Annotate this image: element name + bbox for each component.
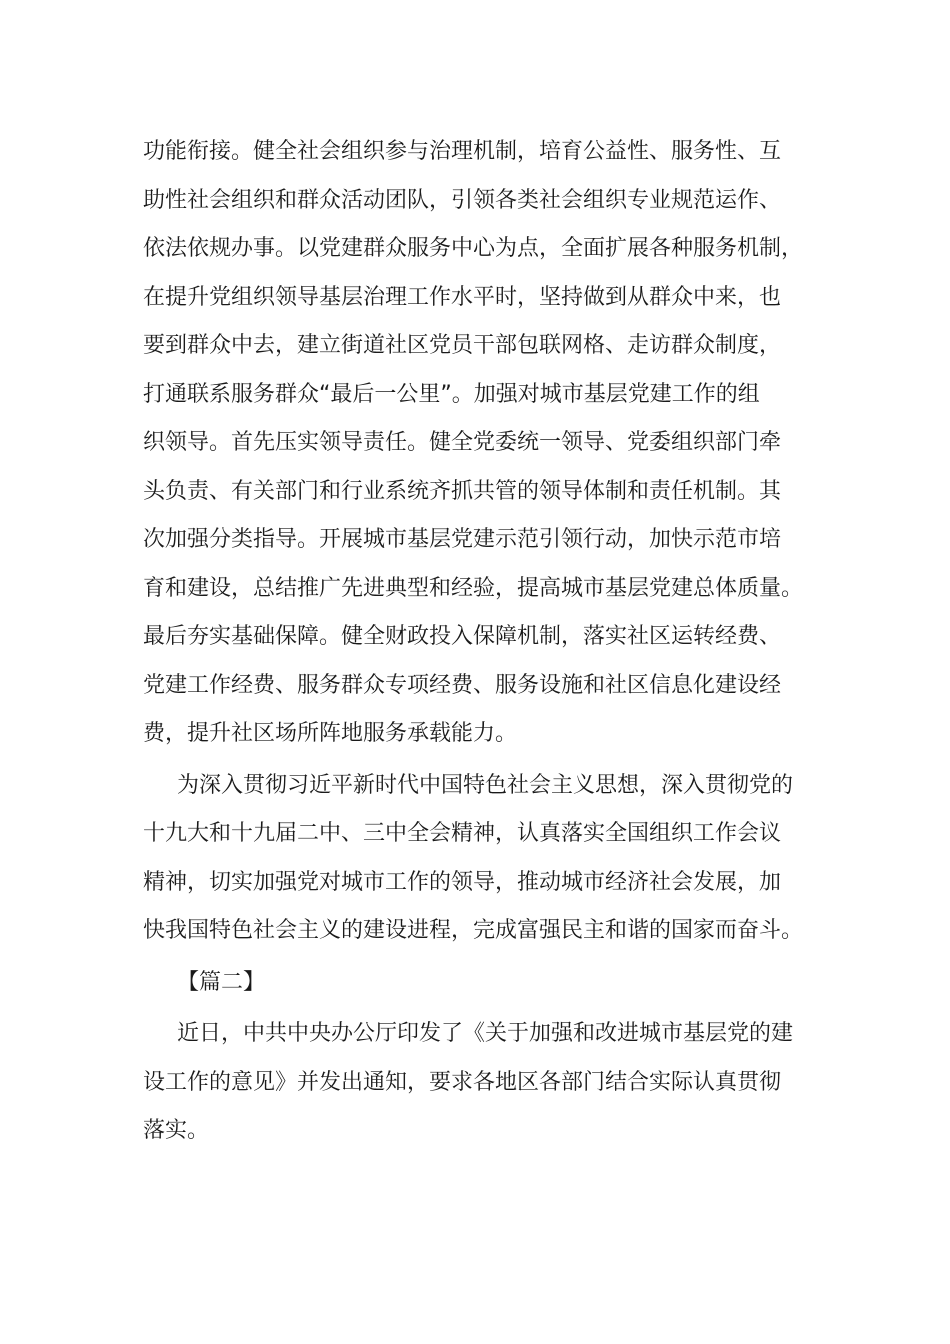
paragraph-1-line-13: 费，提升社区场所阵地服务承载能力。 xyxy=(143,721,518,746)
paragraph-3 xyxy=(143,1010,808,1156)
paragraph-1-line-2: 助性社会组织和群众活动团队，引领各类社会组织专业规范运作、 xyxy=(143,187,782,213)
paragraph-2-line-3: 精神，切实加强党对城市工作的领导，推动城市经济社会发展，加 xyxy=(143,869,782,895)
paragraph-1-line-7: 织领导。首先压实领导责任。健全党委统一领导、党委组织部门牵 xyxy=(143,430,782,455)
paragraph-1-line-9: 次加强分类指导。开展城市基层党建示范引领行动，加快示范市培 xyxy=(143,527,782,552)
paragraph-1-line-3: 依法依规办事。以党建群众服务中心为点，全面扩展各种服务机制， xyxy=(143,236,804,261)
paragraph-2-line-1: 为深入贯彻习近平新时代中国特色社会主义思想，深入贯彻党的 xyxy=(177,772,794,798)
paragraph-1-line-8: 头负责、有关部门和行业系统齐抓共管的领导体制和责任机制。其 xyxy=(143,478,782,504)
paragraph-3-line-3: 落实。 xyxy=(143,1118,210,1143)
paragraph-1-line-4: 在提升党组织领导基层治理工作水平时，坚持做到从群众中来，也 xyxy=(143,284,782,310)
paragraph-2 xyxy=(143,762,808,956)
paragraph-2-line-4: 快我国特色社会主义的建设进程，完成富强民主和谐的国家而奋斗。 xyxy=(143,918,804,943)
section-heading: 【篇二】 xyxy=(177,969,266,995)
paragraph-3-line-1: 近日，中共中央办公厅印发了《关于加强和改进城市基层党的建 xyxy=(177,1021,794,1046)
paragraph-1-line-6: 打通联系服务群众“最后一公里”。加强对城市基层党建工作的组 xyxy=(143,381,760,407)
document-body xyxy=(143,128,808,1156)
paragraph-1-line-1: 功能衔接。健全社会组织参与治理机制，培育公益性、服务性、互 xyxy=(143,139,782,164)
paragraph-1 xyxy=(143,128,808,759)
section-heading-block xyxy=(143,959,808,1008)
paragraph-1-line-10: 育和建设，总结推广先进典型和经验，提高城市基层党建总体质量。 xyxy=(143,575,804,601)
paragraph-1-line-5: 要到群众中去，建立街道社区党员干部包联网格、走访群众制度， xyxy=(143,333,782,358)
paragraph-1-line-11: 最后夯实基础保障。健全财政投入保障机制，落实社区运转经费、 xyxy=(143,624,782,649)
paragraph-3-line-2: 设工作的意见》并发出通知，要求各地区各部门结合实际认真贯彻 xyxy=(143,1069,782,1095)
paragraph-2-line-2: 十九大和十九届二中、三中全会精神，认真落实全国组织工作会议 xyxy=(143,821,782,846)
paragraph-1-line-12: 党建工作经费、服务群众专项经费、服务设施和社区信息化建设经 xyxy=(143,672,782,698)
